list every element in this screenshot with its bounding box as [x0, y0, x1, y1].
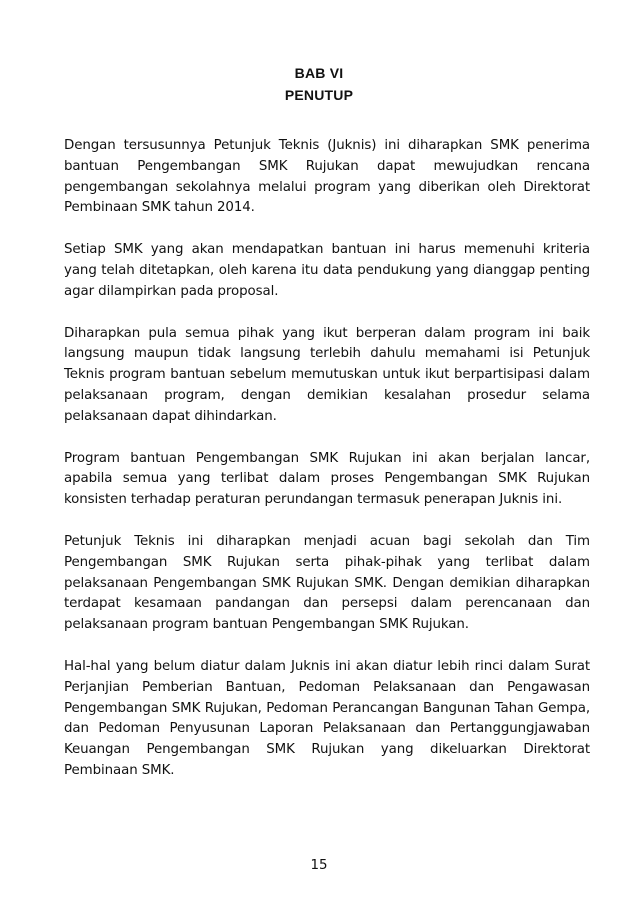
paragraph-1: Dengan tersusunnya Petunjuk Teknis (Juknis) ini diharapkan SMK penerima bantuan Pengembangan SMK Rujukan dapat mewujudkan rencana pengembangan sekolahnya melalui program yang diberikan oleh Direktorat Pembinaan SMK tahun 2014. — [64, 138, 590, 216]
paragraph-5: Petunjuk Teknis ini diharapkan menjadi acuan bagi sekolah dan Tim Pengembangan SMK Rujukan serta pihak-pihak yang terlibat dalam pelaksanaan Pengembangan SMK Rujukan SMK. Dengan demikian diharapkan terdapat kesamaan pandangan dan persepsi dalam perencanaan dan pelaksanaan program bantuan Pengembangan SMK Rujukan. — [64, 533, 590, 633]
page-number: 15 — [310, 858, 328, 873]
chapter-label: BAB VI — [294, 65, 344, 81]
body-text — [64, 136, 590, 803]
paragraph-2: Setiap SMK yang akan mendapatkan bantuan ini harus memenuhi kriteria yang telah ditetapkan, oleh karena itu data pendukung yang dianggap penting agar dilampirkan pada proposal. — [64, 242, 590, 299]
paragraph-6: Hal-hal yang belum diatur dalam Juknis ini akan diatur lebih rinci dalam Surat Perjanjian Pemberian Bantuan, Pedoman Pelaksanaan dan Pengawasan Pengembangan SMK Rujukan, Pedoman Perancangan Bangunan Tahan Gempa, dan Pedoman Penyusunan Laporan Pelaksanaan dan Pertanggungjawaban Keuangan Pengembangan SMK Rujukan yang dikeluarkan Direktorat Pembinaan SMK. — [64, 658, 590, 778]
paragraph-3: Diharapkan pula semua pihak yang ikut berperan dalam program ini baik langsung maupun tidak langsung terlebih dahulu memahami isi Petunjuk Teknis program bantuan sebelum memutuskan untuk ikut berpartisipasi dalam pelaksanaan program, dengan demikian kesalahan prosedur selama pelaksanaan dapat dihindarkan. — [64, 325, 590, 424]
chapter-title: PENUTUP — [284, 87, 354, 103]
paragraph-4: Program bantuan Pengembangan SMK Rujukan ini akan berjalan lancar, apabila semua yang terlibat dalam proses Pengembangan SMK Rujukan konsisten terhadap peraturan perundangan termasuk penerapan Juknis ini. — [64, 450, 590, 508]
